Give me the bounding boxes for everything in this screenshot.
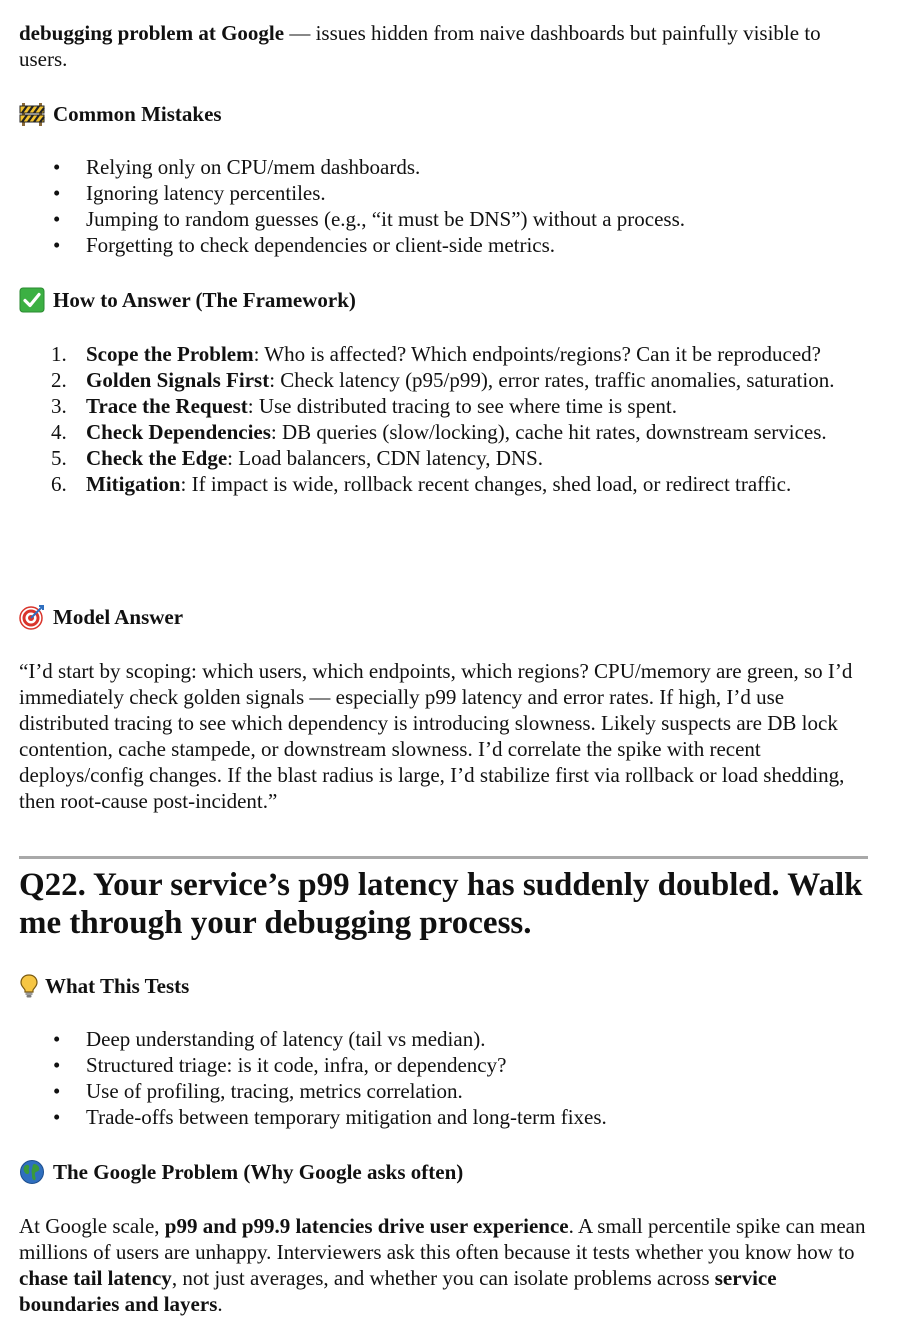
step-number: 2. <box>51 368 67 392</box>
target-icon <box>19 604 45 630</box>
step-title: Check the Edge <box>86 446 228 470</box>
step-number: 5. <box>51 446 67 470</box>
intro-bold: debugging problem at Google <box>19 21 285 45</box>
common-mistakes-list <box>19 154 869 258</box>
check-mark-box-icon <box>19 287 45 313</box>
model-answer-paragraph <box>19 658 871 814</box>
step-title: Check Dependencies <box>86 420 271 444</box>
how-to-answer-title: How to Answer (The Framework) <box>53 288 356 312</box>
paragraph-emphasis: service boundaries and layers <box>19 1266 777 1316</box>
section-divider <box>19 856 868 859</box>
list-item <box>19 341 869 367</box>
paragraph-text: , not just averages, and whether you can isolate problems across <box>171 1266 715 1290</box>
step-title: Golden Signals First <box>86 368 270 392</box>
what-this-tests-list <box>19 1026 869 1130</box>
paragraph-text: . A small percentile spike can mean millions of users are unhappy. Interviewers ask this often because it tests whether you know how to <box>19 1214 866 1264</box>
step-title: Scope the Problem <box>86 342 254 366</box>
model-answer-text: “I’d start by scoping: which users, which endpoints, which regions? CPU/memory are green, so I’d immediately check golden signals — especially p99 latency and error rates. If high, I’d use distributed tracing to see which dependency is introducing slowness. Likely suspects are DB lock contention, cache stampede, or downstream slowness. I’d correlate the spike with recent deploys/config changes. If the blast radius is large, I’d stabilize first via rollback or load shedding, then root-cause post-incident.” <box>19 659 853 813</box>
paragraph-text: . <box>217 1292 223 1316</box>
model-answer-heading <box>19 604 869 630</box>
list-item <box>19 445 869 471</box>
google-problem-title: The Google Problem (Why Google asks often) <box>53 1160 464 1184</box>
step-number: 1. <box>51 342 67 366</box>
step-text: : Load balancers, CDN latency, DNS. <box>227 446 544 470</box>
framework-steps-list <box>19 341 869 497</box>
list-item: • Deep understanding of latency (tail vs median). <box>19 1026 869 1052</box>
list-item: • Structured triage: is it code, infra, or dependency? <box>19 1052 869 1078</box>
list-item: • Trade-offs between temporary mitigation and long-term fixes. <box>19 1104 869 1130</box>
question-title: Q22. Your service’s p99 latency has suddenly doubled. Walk me through your debugging process. <box>19 867 863 941</box>
list-item <box>19 419 869 445</box>
step-title: Trace the Request <box>86 394 248 418</box>
step-text: : Check latency (p95/p99), error rates, traffic anomalies, saturation. <box>269 368 835 392</box>
paragraph-emphasis: chase tail latency <box>19 1266 172 1290</box>
step-number: 4. <box>51 420 67 444</box>
list-item: • Forgetting to check dependencies or client-side metrics. <box>19 232 869 258</box>
what-this-tests-heading <box>19 973 869 999</box>
step-title: Mitigation <box>86 472 181 496</box>
how-to-answer-heading <box>19 287 869 313</box>
common-mistakes-heading <box>19 101 869 127</box>
list-item: • Jumping to random guesses (e.g., “it must be DNS”) without a process. <box>19 206 869 232</box>
what-this-tests-title: What This Tests <box>45 974 190 998</box>
list-item: • Use of profiling, tracing, metrics correlation. <box>19 1078 869 1104</box>
common-mistakes-title: Common Mistakes <box>53 102 222 126</box>
list-item <box>19 393 869 419</box>
list-item: • Ignoring latency percentiles. <box>19 180 869 206</box>
intro-text: — issues hidden from naive dashboards but painfully visible to users. <box>19 21 821 71</box>
step-number: 3. <box>51 394 67 418</box>
light-bulb-icon <box>19 973 39 999</box>
step-text: : DB queries (slow/locking), cache hit rates, downstream services. <box>270 420 827 444</box>
list-item: • Relying only on CPU/mem dashboards. <box>19 154 869 180</box>
list-item <box>19 471 869 497</box>
step-text: : Who is affected? Which endpoints/regions? Can it be reproduced? <box>253 342 821 366</box>
paragraph-text: At Google scale, <box>19 1214 165 1238</box>
globe-icon <box>19 1159 45 1185</box>
intro-paragraph <box>19 20 869 72</box>
step-text: : If impact is wide, rollback recent changes, shed load, or redirect traffic. <box>180 472 792 496</box>
google-problem-paragraph <box>19 1213 871 1317</box>
paragraph-emphasis: p99 and p99.9 latencies drive user experience <box>164 1214 569 1238</box>
step-text: : Use distributed tracing to see where time is spent. <box>247 394 677 418</box>
step-number: 6. <box>51 472 67 496</box>
model-answer-title: Model Answer <box>53 605 184 629</box>
construction-barrier-icon <box>19 101 45 127</box>
list-item <box>19 367 869 393</box>
google-problem-heading <box>19 1159 869 1185</box>
